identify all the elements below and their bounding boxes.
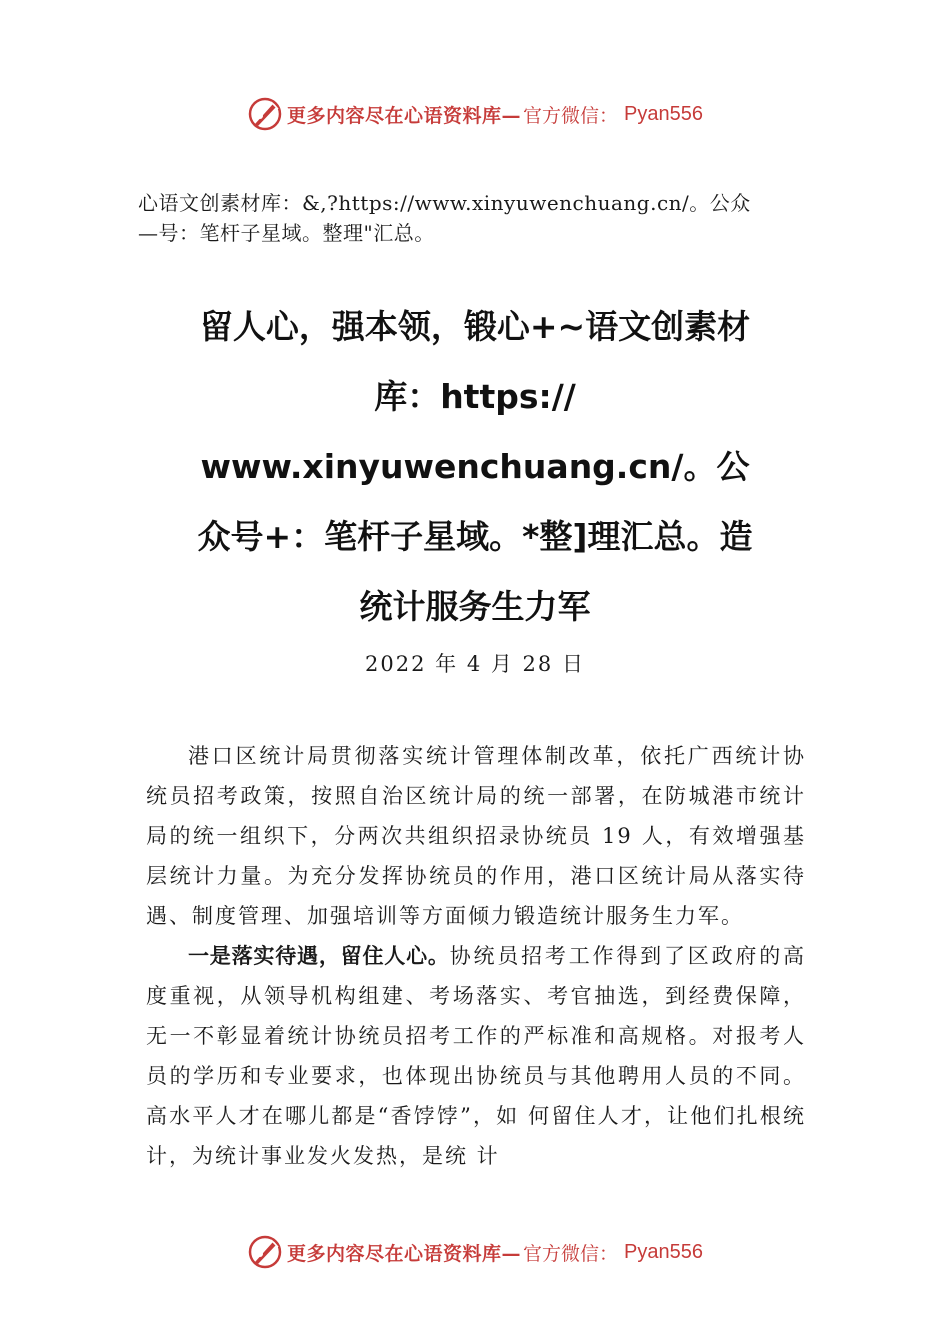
paragraph	[146, 736, 806, 936]
watermark-label: 官方微信：	[523, 1242, 619, 1265]
watermark-label: 官方微信：	[523, 104, 619, 127]
quill-pen-logo-icon	[247, 1234, 283, 1270]
document-date: 2022 年 4 月 28 日	[365, 652, 585, 676]
watermark-id: Pyan556	[624, 1240, 703, 1263]
paragraph-text: 港口区统计局贯彻落实统计管理体制改革，依托广西统计协统员招考政策，按照自治区统计局的统一部署，在防城港市统计局的统一组织下，分两次共组织招录协统员 19 人，有效增强基层统计力量。为充分发挥协统员的作用，港口区统计局从落实待遇、制度管理、加强培训等方面倾力锻造统计服务生力军。	[146, 744, 806, 928]
footer-watermark	[0, 1232, 950, 1272]
watermark-text: 更多内容尽在心语资料库—	[287, 1242, 522, 1265]
source-note: 心语文创素材库：&,?https://www.xinyuwenchuang.cn/。公众 —号：笔杆子星域。整理"汇总。	[138, 191, 751, 245]
watermark-id: Pyan556	[624, 102, 703, 125]
title-line: www.xinyuwenchuang.cn/。公	[200, 447, 750, 486]
paragraph-text: 协统员招考工作得到了区政府的高度重视，从领导机构组建、考场落实、考官抽选，到经费保障，无一不彰显着统计协统员招考工作的严标准和高规格。对报考人员的学历和专业要求，也体现出协统员与其他聘用人员的不同。高水平人才在哪儿都是“香饽饽”，如 何留住人才，让他们扎根统计，为统计事业发火发热，是统 计	[146, 944, 807, 1168]
paragraph-lead: 一是落实待遇，留住人心。	[188, 944, 450, 968]
article-body	[146, 736, 806, 1176]
paragraph	[146, 936, 806, 1176]
title-line: 库：https://	[374, 377, 576, 416]
header-watermark	[0, 94, 950, 134]
watermark-text: 更多内容尽在心语资料库—	[287, 104, 522, 127]
title-line: 留人心，强本领，锻心+~语文创素材	[199, 307, 751, 346]
title-line: 统计服务生力军	[359, 587, 591, 626]
document-title	[160, 292, 790, 642]
title-line: 众号+：笔杆子星域。*整]理汇总。造	[197, 517, 753, 556]
quill-pen-logo-icon	[247, 96, 283, 132]
